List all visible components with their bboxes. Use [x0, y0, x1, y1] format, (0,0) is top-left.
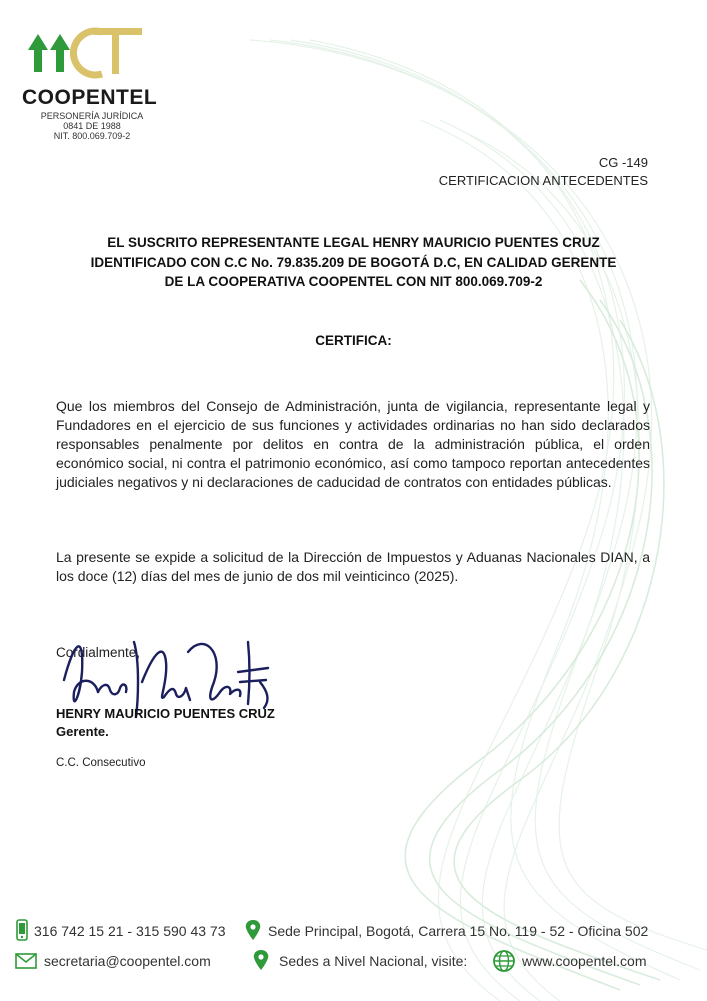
email-icon: [14, 948, 38, 974]
signer-name: HENRY MAURICIO PUENTES CRUZ: [56, 706, 275, 721]
reference-code: CG -149: [598, 155, 648, 170]
footer-email[interactable]: secretaria@coopentel.com: [44, 953, 211, 969]
document-heading: [52, 233, 655, 292]
footer-branches: Sedes a Nivel Nacional, visite:: [279, 953, 468, 969]
logo-subtitle: [22, 111, 162, 141]
body-paragraph-2: La presente se expide a solicitud de la Dirección de Impuestos y Aduanas Nacionales DIAN, a los doce (12) días del mes de junio de dos mil veinticinco (2025).: [56, 549, 650, 584]
mobile-phone-icon: [14, 918, 30, 944]
footer-phones: 316 742 15 21 - 315 590 43 73: [34, 923, 226, 939]
cc-note: C.C. Consecutivo: [56, 757, 146, 769]
document-reference: [439, 154, 648, 190]
footer-row-contact: [14, 918, 694, 944]
body-paragraph-1: Que los miembros del Consejo de Administración, junta de vigilancia, representante legal y Fundadores en el ejercicio de sus funciones y actividades ordinarias no han sido declarados responsables penalmente por delitos en contra de la administración pública, el orden económico social, ni contra el patrimonio económico, así como tampoco reportan antecedentes judiciales negativos y ni declaraciones de caducidad de contratos con entidades públicas.: [56, 398, 650, 490]
footer-website[interactable]: www.coopentel.com: [522, 953, 647, 969]
certifica-title: CERTIFICA:: [315, 333, 392, 348]
globe-icon: [492, 948, 516, 974]
location-pin-icon: [244, 918, 262, 944]
footer-row-online: [14, 948, 694, 974]
heading-line2: IDENTIFICADO CON C.C No. 79.835.209 DE BOGOTÁ D.C, EN CALIDAD GERENTE: [90, 254, 617, 270]
location-pin-icon: [252, 948, 270, 974]
coopentel-logo-graphic: [24, 22, 154, 86]
logo-subtitle-line2: 0841 DE 1988: [63, 121, 121, 131]
logo-subtitle-line1: PERSONERÍA JURÍDICA: [40, 111, 144, 121]
logo-subtitle-line3: NIT. 800.069.709-2: [53, 131, 131, 141]
signer-role: Gerente.: [56, 724, 109, 739]
signer-block: [56, 705, 275, 741]
heading-line1: EL SUSCRITO REPRESENTANTE LEGAL HENRY MAURICIO PUENTES CRUZ: [107, 235, 600, 250]
footer-address: Sede Principal, Bogotá, Carrera 15 No. 119 - 52 - Oficina 502: [268, 923, 649, 939]
reference-title: CERTIFICACION ANTECEDENTES: [438, 173, 648, 188]
heading-line3: DE LA COOPERATIVA COOPENTEL CON NIT 800.069.709-2: [164, 274, 543, 289]
closing-text: Cordialmente,: [56, 645, 141, 660]
logo-name: COOPENTEL: [22, 86, 158, 109]
